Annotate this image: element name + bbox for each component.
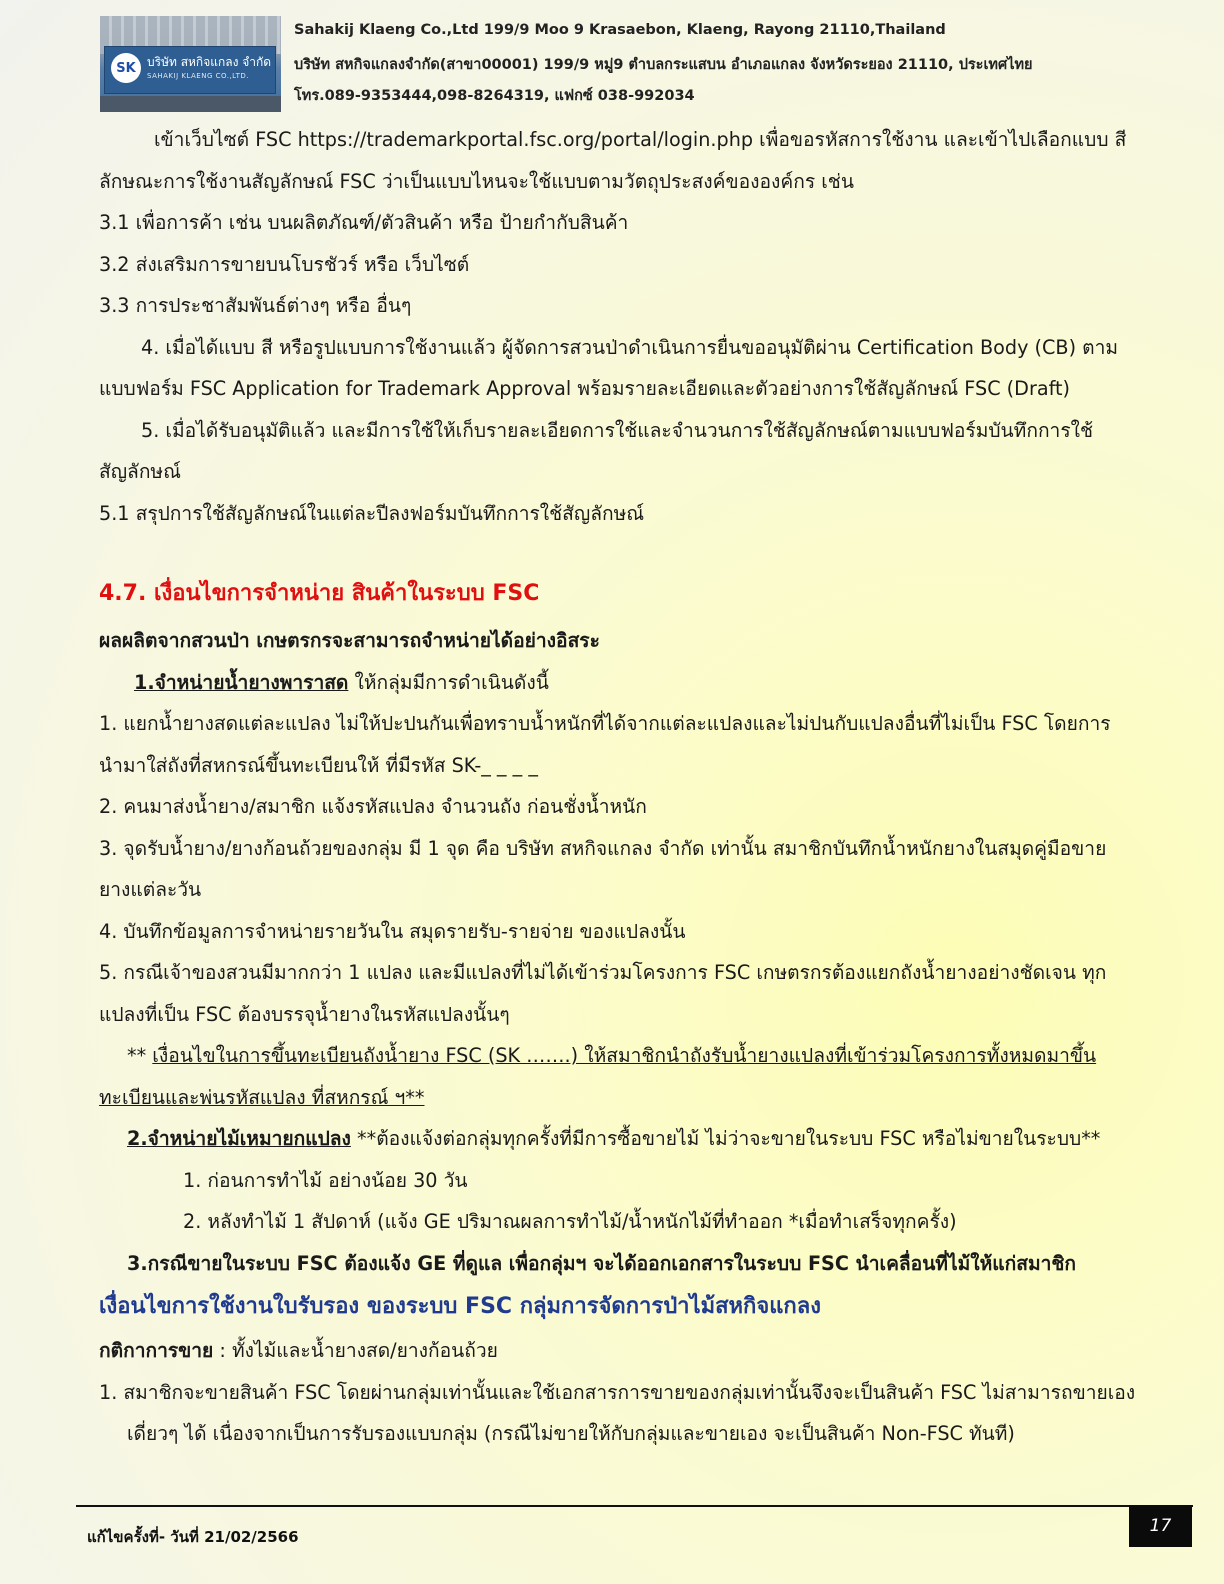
list-item: แปลงที่เป็น FSC ต้องบรรจุน้ำยางในรหัสแปลงนั้นๆ xyxy=(99,1002,510,1026)
footer-divider xyxy=(76,1505,1193,1507)
list-item: 2. คนมาส่งน้ำยาง/สมาชิก แจ้งรหัสแปลง จำนวนถัง ก่อนชั่งน้ำหนัก xyxy=(99,795,647,818)
note-text: ทะเบียนและพ่นรหัสแปลง ที่สหกรณ์ ฯ** xyxy=(99,1085,425,1109)
list-item: นำมาใส่ถังที่สหกรณ์ขึ้นทะเบียนให้ ที่มีรหัส SK-_ _ _ _ xyxy=(99,753,538,777)
subsection-title: 1.จำหน่ายน้ำยางพาราสด xyxy=(134,670,349,694)
subsection-title-row xyxy=(99,662,1139,704)
list-item: 1. แยกน้ำยางสดแต่ละแปลง ไม่ให้ปะปนกันเพื่อทราบน้ำหนักที่ได้จากแต่ละแปลงและไม่ปนกับแปลงอื่นที่ไม่เป็น FSC โดยการ xyxy=(99,712,1111,735)
section-intro: ผลผลิตจากสวนป่า เกษตรกรจะสามารถจำหน่ายได้อย่างอิสระ xyxy=(99,629,600,652)
spacer xyxy=(99,534,1139,565)
paragraph-line: 4. เมื่อได้แบบ สี หรือรูปแบบการใช้งานแล้ว ผู้จัดการสวนป่าดำเนินการยื่นขออนุมัติผ่าน Certification Body (CB) ตาม xyxy=(141,335,1119,359)
page-number: 17 xyxy=(1129,1505,1192,1547)
logo-sign-subtext: SAHAKIJ KLAENG CO.,LTD. xyxy=(147,72,249,80)
list-item: ยางแต่ละวัน xyxy=(99,878,202,901)
letterhead xyxy=(100,16,1200,112)
subsection-title-row xyxy=(99,1118,1139,1160)
list-item: 1. สมาชิกจะขายสินค้า FSC โดยผ่านกลุ่มเท่านั้นและใช้เอกสารการขายของกลุ่มเท่านั้นจึงจะเป็นสินค้า FSC ไม่สามารถขายเอง xyxy=(99,1380,1136,1404)
paragraph-line: สัญลักษณ์ xyxy=(99,460,181,483)
revision-label: แก้ไขครั้งที่- วันที่ 21/02/2566 xyxy=(87,1528,299,1546)
list-item: 5. กรณีเจ้าของสวนมีมากกว่า 1 แปลง และมีแปลงที่ไม่ได้เข้าร่วมโครงการ FSC เกษตรกรต้องแยกถังน้ำยางอย่างชัดเจน ทุก xyxy=(99,961,1107,984)
note-row xyxy=(99,1035,1139,1077)
list-item: 3.3 การประชาสัมพันธ์ต่างๆ หรือ อื่นๆ xyxy=(99,294,412,317)
rules-label: กติกาการขาย xyxy=(99,1339,214,1362)
list-item: เดี่ยวๆ ได้ เนื่องจากเป็นการรับรองแบบกลุ่ม (กรณีไม่ขายให้กับกลุ่มและขายเอง จะเป็นสินค้า Non-FSC ทันที) xyxy=(127,1422,1015,1445)
paragraph-line: 5. เมื่อได้รับอนุมัติแล้ว และมีการใช้ให้เก็บรายละเอียดการใช้และจำนวนการใช้สัญลักษณ์ตามแบบฟอร์มบันทึกการใช้ xyxy=(141,418,1094,442)
rules-row xyxy=(99,1330,1139,1372)
list-item: 5.1 สรุปการใช้สัญลักษณ์ในแต่ละปีลงฟอร์มบันทึกการใช้สัญลักษณ์ xyxy=(99,501,645,525)
note-text: เงื่อนไขในการขึ้นทะเบียนถังน้ำยาง FSC (SK …….) ให้สมาชิกนำถังรับน้ำยางแปลงที่เข้าร่วมโครงการทั้งหมดมาขึ้น xyxy=(152,1044,1097,1067)
company-address-en: Sahakij Klaeng Co.,Ltd 199/9 Moo 9 Krasaebon, Klaeng, Rayong 21110,Thailand xyxy=(294,22,946,38)
subsection-title: 3.กรณีขายในระบบ FSC ต้องแจ้ง GE ที่ดูแล เพื่อกลุ่มฯ จะได้ออกเอกสารในระบบ FSC นำเคลื่อนที่ไม้ให้แก่สมาชิก xyxy=(127,1251,1077,1275)
list-item: 3.2 ส่งเสริมการขายบนโบรชัวร์ หรือ เว็บไซต์ xyxy=(99,252,470,276)
subsection-title-rest: ให้กลุ่มมีการดำเนินดังนี้ xyxy=(348,670,549,694)
document-body xyxy=(99,119,1139,1455)
subsection-title-rest: **ต้องแจ้งต่อกลุ่มทุกครั้งที่มีการซื้อขายไม้ ไม่ว่าจะขายในระบบ FSC หรือไม่ขายในระบบ** xyxy=(350,1127,1101,1150)
company-address-th: บริษัท สหกิจแกลงจำกัด(สาขา00001) 199/9 หมู่9 ตำบลกระแสบน อำเภอแกลง จังหวัดระยอง 21110, ประเทศไทย xyxy=(294,57,1033,73)
list-item: 2. หลังทำไม้ 1 สัปดาห์ (แจ้ง GE ปริมาณผลการทำไม้/น้ำหนักไม้ที่ทำออก *เมื่อทำเสร็จทุกครั้ง) xyxy=(183,1210,957,1233)
list-item: 3. จุดรับน้ำยาง/ยางก้อนถ้วยของกลุ่ม มี 1 จุด คือ บริษัท สหกิจแกลง จำกัด เท่านั้น สมาชิกบันทึกน้ำหนักยางในสมุดคู่มือขาย xyxy=(99,836,1107,860)
list-item: 3.1 เพื่อการค้า เช่น บนผลิตภัณฑ์/ตัวสินค้า หรือ ป้ายกำกับสินค้า xyxy=(99,211,629,234)
note-prefix: ** xyxy=(127,1044,153,1067)
list-item: 1. ก่อนการทำไม้ อย่างน้อย 30 วัน xyxy=(183,1168,468,1192)
company-contact: โทร.089-9353444,098-8264319, แฟกซ์ 038-992034 xyxy=(294,88,695,104)
rules-rest: : ทั้งไม้และน้ำยางสด/ยางก้อนถ้วย xyxy=(213,1339,498,1362)
subsection-title: 2.จำหน่ายไม้เหมายกแปลง xyxy=(127,1127,351,1150)
conditions-heading: เงื่อนไขการใช้งานใบรับรอง ของระบบ FSC กลุ่มการจัดการป่าไม้สหกิจแกลง xyxy=(99,1294,821,1319)
paragraph-line: ลักษณะการใช้งานสัญลักษณ์ FSC ว่าเป็นแบบไหนจะใช้แบบตามวัตถุประสงค์ขององค์กร เช่น xyxy=(99,169,854,193)
section-heading: 4.7. เงื่อนไขการจำหน่าย สินค้าในระบบ FSC xyxy=(99,581,540,606)
list-item: 4. บันทึกข้อมูลการจำหน่ายรายวันใน สมุดรายรับ-รายจ่าย ของแปลงนั้น xyxy=(99,919,686,943)
paragraph-line: เข้าเว็บไซต์ FSC https://trademarkportal.fsc.org/portal/login.php เพื่อขอรหัสการใช้งาน และเข้าไปเลือกแบบ สี xyxy=(154,128,1127,151)
logo-ground xyxy=(100,96,281,112)
company-logo xyxy=(100,16,281,112)
paragraph-line: แบบฟอร์ม FSC Application for Trademark Approval พร้อมรายละเอียดและตัวอย่างการใช้สัญลักษณ์ FSC (Draft) xyxy=(99,377,1071,400)
logo-sign xyxy=(104,46,276,94)
logo-badge: SK xyxy=(111,53,141,83)
note-row xyxy=(99,1077,1139,1119)
logo-sign-text: บริษัท สหกิจแกลง จำกัด xyxy=(147,55,272,69)
